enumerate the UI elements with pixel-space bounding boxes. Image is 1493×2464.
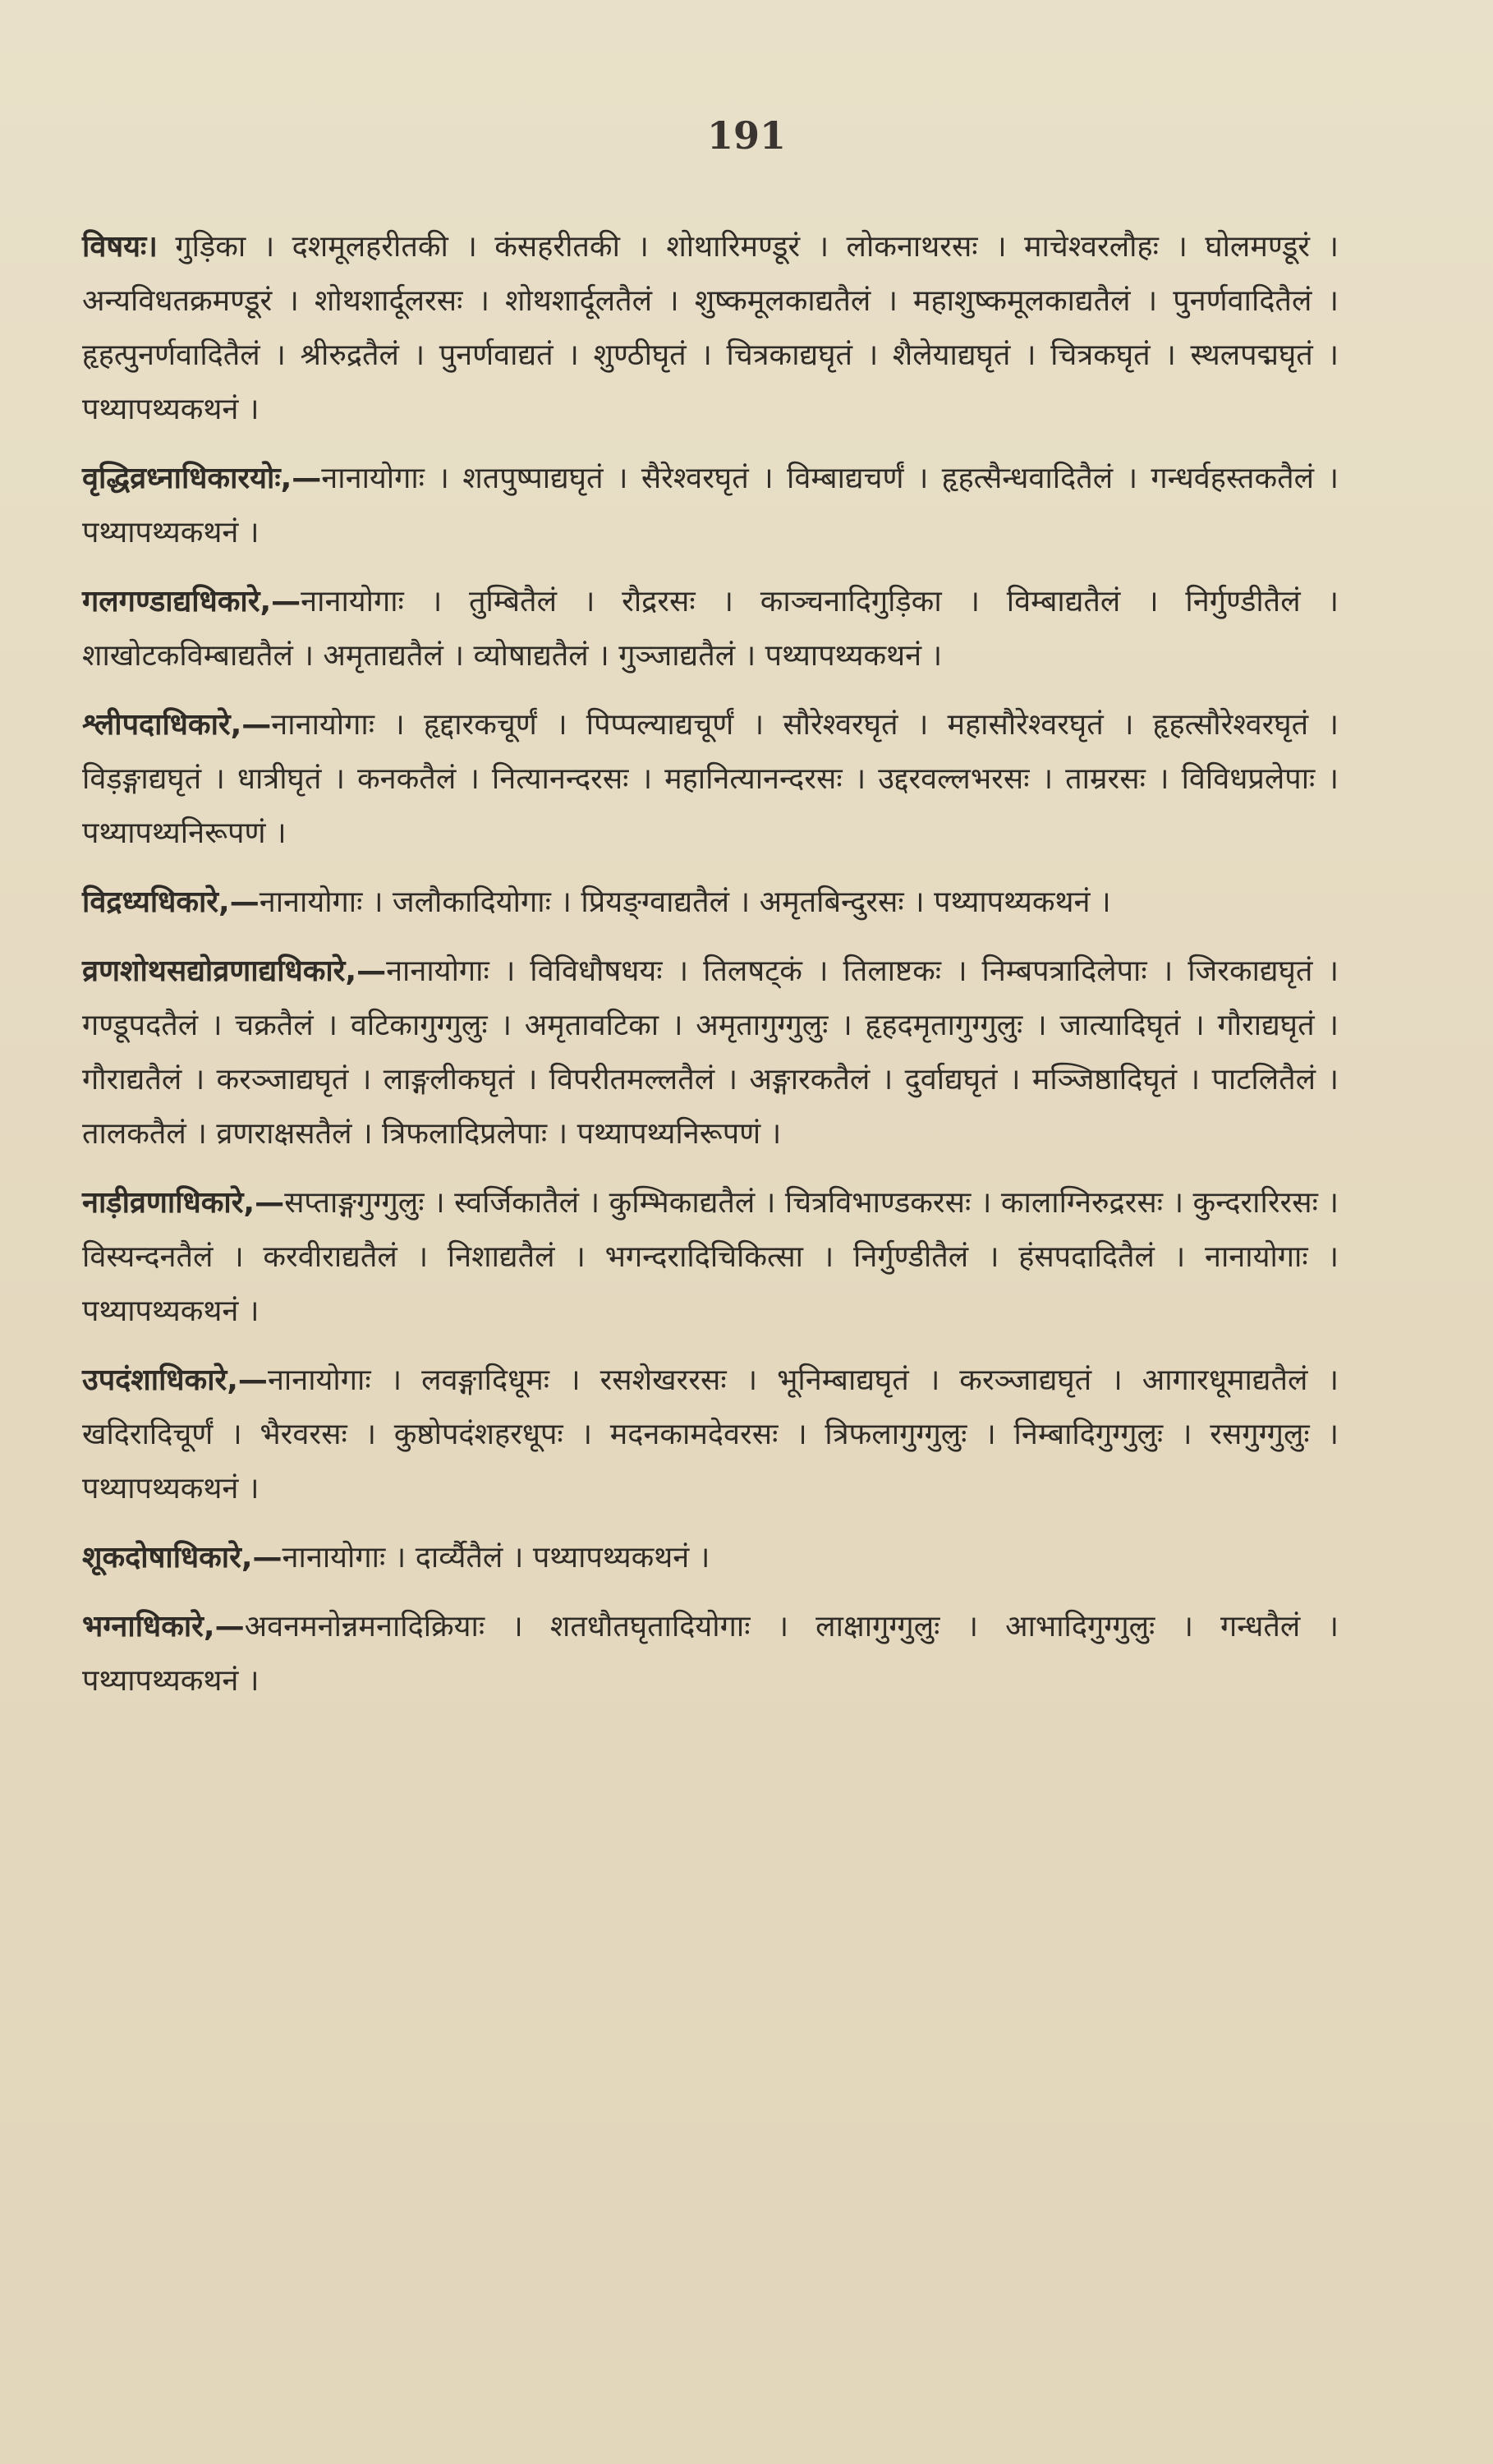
- contents-entry: [82, 1531, 1339, 1585]
- entry-heading: भग्नाधिकारे,—: [82, 1610, 245, 1643]
- contents-entry: [82, 876, 1339, 930]
- contents-entry: [82, 945, 1339, 1161]
- contents-list: [82, 220, 1339, 1723]
- entry-text: गुड़िका । दशमूलहरीतकी । कंसहरीतकी । शोथारिमण्डूरं । लोकनाथरसः । माचेश्वरलौहः । घोलमण्डूरं । अन्यविधतक्रमण्डूरं । शोथशार्दूलरसः । शोथशार्दूलतैलं । शुष्कमूलकाद्यतैलं । महाशुष्कमूलकाद्यतैलं । पुनर्णवादितैलं । हृहत्पुनर्णवादितैलं । श्रीरुद्रतैलं । पुनर्णवाद्यतं । शुण्ठीघृतं । चित्रकाद्यघृतं । शैलेयाद्यघृतं । चित्रकघृतं । स्थलपद्मघृतं । पथ्यापथ्यकथनं ।: [82, 230, 1339, 426]
- entry-text: नानायोगाः । जलौकादियोगाः । प्रियङ्ग्वाद्यतैलं । अमृतबिन्दुरसः । पथ्यापथ्यकथनं ।: [259, 885, 1111, 919]
- entry-heading: व्रणशोथसद्योव्रणाद्यधिकारे,—: [82, 954, 387, 988]
- contents-entry: [82, 698, 1339, 861]
- entry-text: नानायोगाः । लवङ्गादिधूमः । रसशेखररसः । भूनिम्बाद्यघृतं । करञ्जाद्यघृतं । आगारधूमाद्यतैलं । खदिरादिचूर्णं । भैरवरसः । कुष्ठोपदंशहरधूपः । मदनकामदेवरसः । त्रिफलागुग्गुलुः । निम्बादिगुग्गुलुः । रसगुग्गुलुः । पथ्यापथ्यकथनं ।: [82, 1363, 1339, 1506]
- contents-entry: [82, 1354, 1339, 1516]
- entry-heading: वृद्धिव्रध्नाधिकारयोः,—: [82, 462, 322, 495]
- contents-entry: [82, 220, 1339, 437]
- contents-entry: [82, 452, 1339, 560]
- contents-entry: [82, 1600, 1339, 1708]
- entry-heading: विद्रध्यधिकारे,—: [82, 885, 260, 919]
- entry-text: नानायोगाः । विविधौषधयः । तिलषट्कं । तिलाष्टकः । निम्बपत्रादिलेपाः । जिरकाद्यघृतं । गण्डूपदतैलं । चक्रतैलं । वटिकागुग्गुलुः । अमृतावटिका । अमृतागुग्गुलुः । हृहदमृतागुग्गुलुः । जात्यादिघृतं । गौराद्यघृतं । गौराद्यतैलं । करञ्जाद्यघृतं । लाङ्गलीकघृतं । विपरीतमल्लतैलं । अङ्गारकतैलं । दुर्वाद्यघृतं । मञ्जिष्ठादिघृतं । पाटलितैलं । तालकतैलं । व्रणराक्षसतैलं । त्रिफलादिप्रलेपाः । पथ्यापथ्यनिरूपणं ।: [82, 954, 1339, 1151]
- entry-text: नानायोगाः । हृद्दारकचूर्णं । पिप्पल्याद्यचूर्णं । सौरेश्वरघृतं । महासौरेश्वरघृतं । हृहत्सौरेश्वरघृतं । विड़ङ्गाद्यघृतं । धात्रीघृतं । कनकतैलं । नित्यानन्दरसः । महानित्यानन्दरसः । उद्दरवल्लभरसः । ताम्ररसः । विविधप्रलेपाः । पथ्यापथ्यनिरूपणं ।: [82, 708, 1339, 850]
- contents-entry: [82, 575, 1339, 683]
- entry-heading: उपदंशाधिकारे,—: [82, 1363, 268, 1397]
- entry-heading: नाड़ीव्रणाधिकारे,—: [82, 1186, 285, 1220]
- entry-heading: विषयः।: [82, 230, 158, 264]
- entry-text: नानायोगाः । तुम्बितैलं । रौद्ररसः । काञ्चनादिगुड़िका । विम्बाद्यतैलं । निर्गुण्डीतैलं । शाखोटकविम्बाद्यतैलं । अमृताद्यतैलं । व्योषाद्यतैलं । गुञ्जाद्यतैलं । पथ्यापथ्यकथनं ।: [82, 585, 1339, 673]
- entry-heading: गलगण्डाद्यधिकारे,—: [82, 585, 301, 618]
- entry-text: नानायोगाः । शतपुष्पाद्यघृतं । सैरेश्वरघृतं । विम्बाद्यचर्णं । हृहत्सैन्धवादितैलं । गन्धर्वहस्तकतैलं । पथ्यापथ्यकथनं ।: [82, 462, 1339, 549]
- entry-heading: श्लीपदाधिकारे,—: [82, 708, 272, 742]
- contents-entry: [82, 1176, 1339, 1339]
- entry-text: सप्ताङ्गगुग्गुलुः । स्वर्जिकातैलं । कुम्भिकाद्यतैलं । चित्रविभाण्डकरसः । कालाग्निरुद्ररसः । कुन्दरारिरसः । विस्यन्दनतैलं । करवीराद्यतैलं । निशाद्यतैलं । भगन्दरादिचिकित्सा । निर्गुण्डीतैलं । हंसपदादितैलं । नानायोगाः । पथ्यापथ्यकथनं ।: [82, 1186, 1339, 1328]
- entry-text: नानायोगाः । दार्व्यैतैलं । पथ्यापथ्यकथनं ।: [282, 1541, 710, 1574]
- page-number: 191: [706, 113, 787, 158]
- entry-heading: शूकदोषाधिकारे,—: [82, 1541, 283, 1574]
- entry-text: अवनमनोन्नमनादिक्रियाः । शतधौतघृतादियोगाः । लाक्षागुग्गुलुः । आभादिगुग्गुलुः । गन्धतैलं । पथ्यापथ्यकथनं ।: [82, 1610, 1339, 1698]
